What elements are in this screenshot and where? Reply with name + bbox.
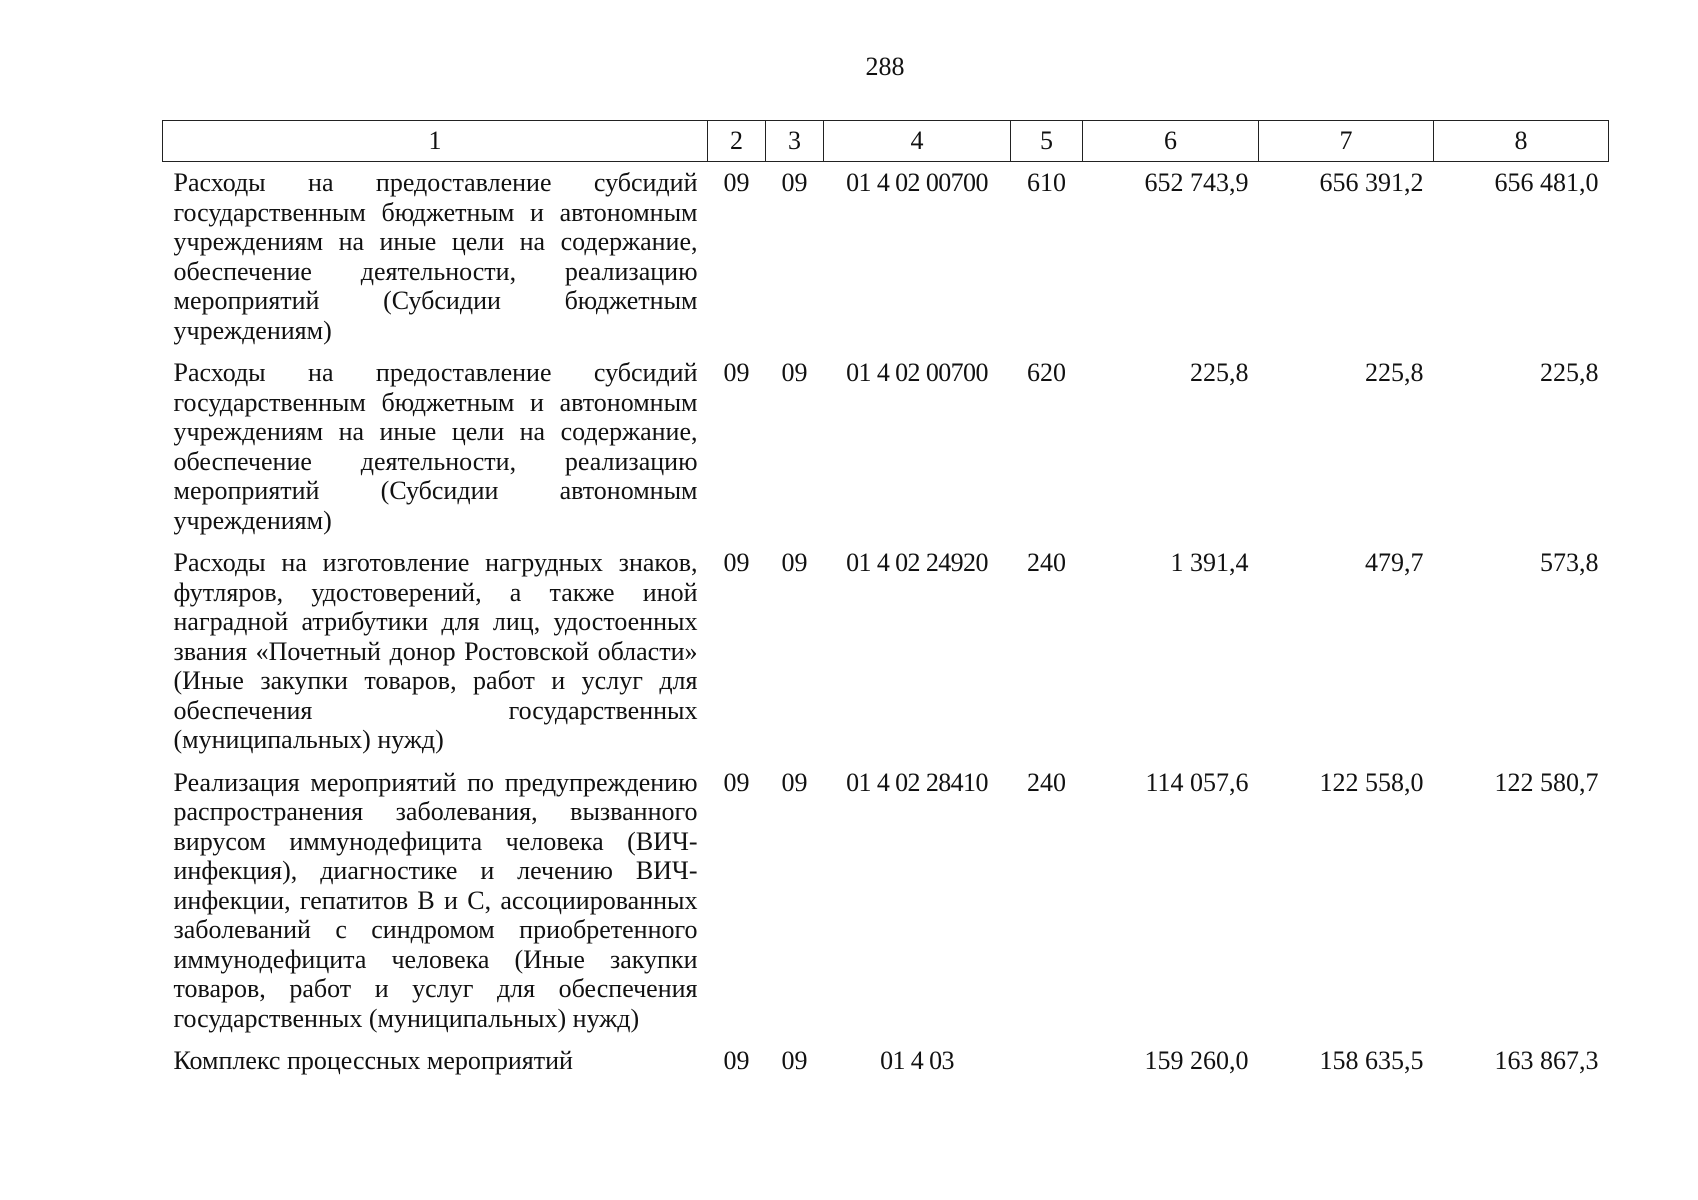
row-expense-type-code: 240 xyxy=(1027,767,1066,797)
row-target-article-code: 01 4 02 00700 xyxy=(846,168,988,197)
page-number: 288 xyxy=(865,52,905,81)
row-amount-col8: 656 481,0 xyxy=(1494,168,1599,197)
row-section-code: 09 xyxy=(723,168,750,197)
column-header-7: 7 xyxy=(1259,121,1434,162)
column-header-3: 3 xyxy=(766,121,824,162)
row-subsection-code: 09 xyxy=(781,358,808,387)
row-subsection-code: 09 xyxy=(781,767,808,797)
row-target-article-code: 01 4 03 xyxy=(880,1046,954,1075)
column-header-1: 1 xyxy=(163,121,708,162)
row-description: Реализация мероприятий по предупреждению распространения заболевания, вызванного вирусом иммунодефицита человека (ВИЧ-инфекция), диагностике и лечению ВИЧ-инфекции, гепатитов В и С, ассоциированных заболеваний с синдромом приобретенного иммунодефицита человека (Иные закупки товаров, работ и услуг для обеспечения государственных (муниципальных) нужд) xyxy=(173,767,698,1033)
row-amount-col7: 122 558,0 xyxy=(1319,767,1424,797)
row-amount-col6: 225,8 xyxy=(1190,358,1249,387)
row-description: Расходы на предоставление субсидий государственным бюджетным и автономным учреждениям на иные цели на содержание, обеспечение деятельности, реализацию мероприятий (Субсидии автономным учреждениям) xyxy=(173,358,698,535)
row-amount-col8: 163 867,3 xyxy=(1494,1046,1599,1075)
row-subsection-code: 09 xyxy=(781,548,808,577)
row-amount-col8: 573,8 xyxy=(1540,548,1599,577)
row-description: Комплекс процессных мероприятий xyxy=(173,1046,573,1075)
row-amount-col6: 114 057,6 xyxy=(1145,767,1249,797)
column-header-5: 5 xyxy=(1011,121,1083,162)
row-expense-type-code: 610 xyxy=(1027,168,1066,197)
row-amount-col6: 1 391,4 xyxy=(1170,548,1249,577)
row-amount-col8: 122 580,7 xyxy=(1494,767,1599,797)
row-description: Расходы на изготовление нагрудных знаков, футляров, удостоверений, а также иной наградной атрибутики для лиц, удостоенных звания «Почетный донор Ростовской области» (Иные закупки товаров, работ и услуг для обеспечения государственных (муниципальных) нужд) xyxy=(173,548,698,754)
row-amount-col7: 656 391,2 xyxy=(1319,168,1424,197)
row-amount-col6: 652 743,9 xyxy=(1144,168,1249,197)
table-row xyxy=(163,355,1609,545)
header-row xyxy=(163,121,1609,162)
row-amount-col6: 159 260,0 xyxy=(1144,1046,1249,1075)
row-amount-col8: 225,8 xyxy=(1540,358,1599,387)
row-section-code: 09 xyxy=(723,1046,750,1075)
table-row xyxy=(163,765,1609,1044)
column-header-6: 6 xyxy=(1083,121,1259,162)
row-expense-type-code: 240 xyxy=(1027,548,1066,577)
row-target-article-code: 01 4 02 00700 xyxy=(846,358,988,387)
table-row xyxy=(163,162,1609,356)
column-header-8: 8 xyxy=(1434,121,1609,162)
row-expense-type-code xyxy=(1011,1043,1083,1086)
row-amount-col7: 158 635,5 xyxy=(1319,1046,1424,1075)
table-body xyxy=(163,162,1609,1086)
row-target-article-code: 01 4 02 24920 xyxy=(846,548,988,577)
column-header-4: 4 xyxy=(824,121,1011,162)
budget-table xyxy=(162,120,1609,1086)
row-section-code: 09 xyxy=(723,767,750,797)
table-row xyxy=(163,1043,1609,1086)
row-expense-type-code: 620 xyxy=(1027,358,1066,387)
row-amount-col7: 479,7 xyxy=(1365,548,1424,577)
row-amount-col7: 225,8 xyxy=(1365,358,1424,387)
row-section-code: 09 xyxy=(723,358,750,387)
row-description: Расходы на предоставление субсидий государственным бюджетным и автономным учреждениям на иные цели на содержание, обеспечение деятельности, реализацию мероприятий (Субсидии бюджетным учреждениям) xyxy=(173,168,698,345)
table-row xyxy=(163,545,1609,765)
row-target-article-code: 01 4 02 28410 xyxy=(846,767,988,797)
column-header-2: 2 xyxy=(708,121,766,162)
row-subsection-code: 09 xyxy=(781,1046,808,1075)
row-subsection-code: 09 xyxy=(781,168,808,197)
row-section-code: 09 xyxy=(723,548,750,577)
table-header xyxy=(163,121,1609,162)
